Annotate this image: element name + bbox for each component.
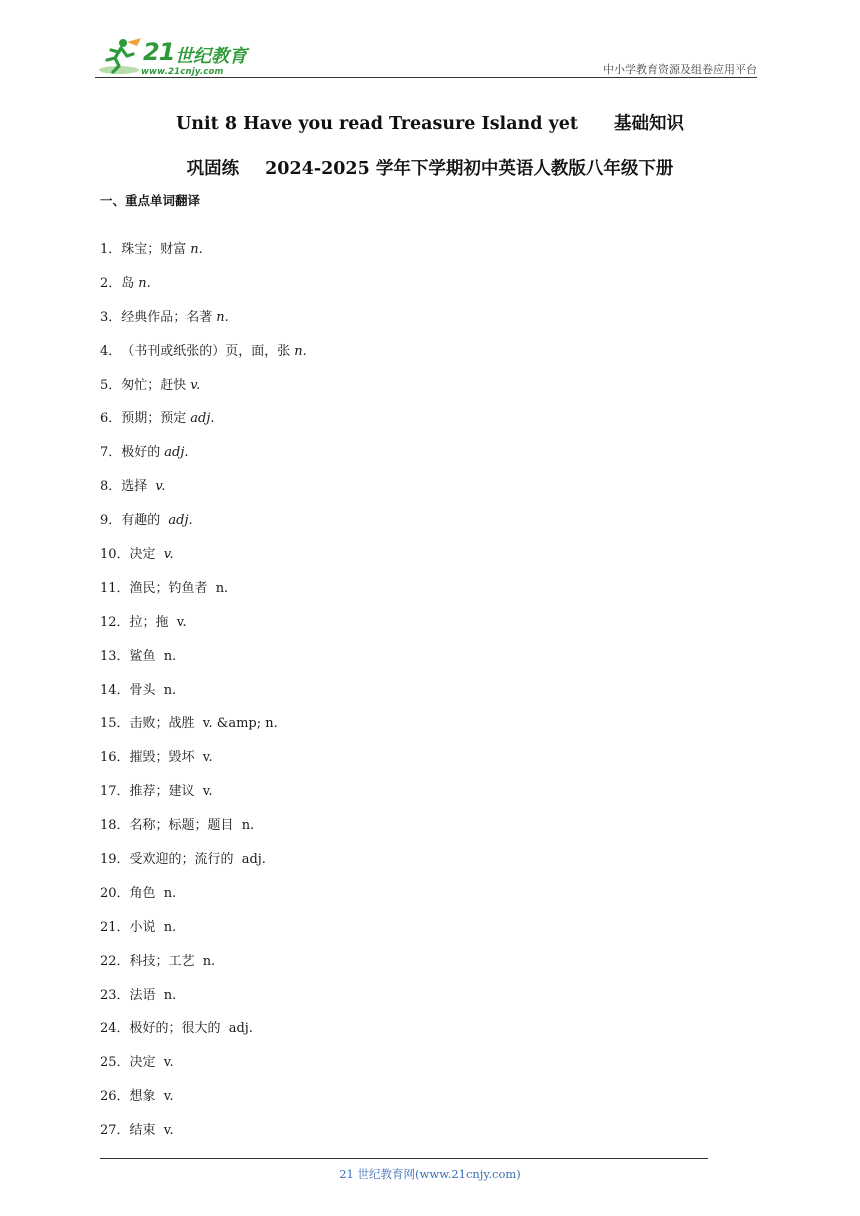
list-item (100, 677, 307, 711)
item-number: 19． (100, 852, 130, 868)
item-number: 3． (100, 309, 122, 325)
list-item (100, 1117, 307, 1151)
item-meaning: 选择 (121, 479, 152, 495)
item-meaning: 名称；标题；题目 (129, 818, 238, 834)
list-item (100, 710, 307, 744)
item-meaning: 摧毁；毁坏 (129, 750, 199, 766)
list-item (100, 1083, 307, 1117)
list-item (100, 778, 307, 812)
item-number: 5． (100, 377, 122, 393)
item-meaning: 有趣的 (121, 513, 165, 529)
item-number: 18． (100, 818, 130, 834)
item-part-of-speech: adj. (190, 411, 215, 427)
list-item (100, 609, 307, 643)
header-divider (95, 77, 757, 78)
list-item (100, 914, 307, 948)
item-number: 23． (100, 987, 130, 1003)
item-number: 21． (100, 919, 130, 935)
item-part-of-speech: n. (163, 885, 177, 901)
list-item (100, 880, 307, 914)
item-part-of-speech: v. (202, 784, 213, 800)
item-meaning: 经典作品；名著 (121, 309, 213, 325)
item-part-of-speech: v. (190, 377, 201, 393)
item-part-of-speech: n. (190, 242, 203, 257)
logo-text: 世纪教育 (175, 46, 247, 67)
item-number: 12． (100, 614, 130, 630)
item-number: 20． (100, 885, 130, 901)
footer-link[interactable]: 21 世纪教育网(www.21cnjy.com) (339, 1167, 521, 1181)
list-item (100, 473, 307, 507)
item-number: 14． (100, 682, 130, 698)
item-meaning: 珠宝；财富 (121, 242, 187, 257)
item-part-of-speech: adj. (168, 513, 193, 529)
item-part-of-speech: v. (163, 1055, 174, 1071)
item-number: 2． (100, 275, 122, 291)
item-part-of-speech: n. (294, 343, 307, 359)
title-unit: Unit 8 Have you read Treasure Island yet (176, 114, 578, 134)
list-item (100, 405, 307, 439)
item-part-of-speech: v. (163, 547, 174, 563)
item-part-of-speech: v. &amp; n. (202, 716, 278, 732)
item-part-of-speech: n. (163, 682, 177, 698)
item-part-of-speech: n. (241, 818, 255, 834)
item-part-of-speech: n. (216, 309, 229, 325)
item-meaning: 小说 (129, 919, 160, 935)
title-exercise: 巩固练 (186, 159, 240, 179)
list-item (100, 948, 307, 982)
item-number: 11． (100, 580, 130, 596)
item-number: 8． (100, 479, 122, 495)
runner-logo-icon (97, 36, 143, 76)
item-part-of-speech: v. (163, 1123, 174, 1139)
item-number: 17． (100, 784, 130, 800)
section-heading: 一、重点单词翻译 (100, 193, 201, 208)
list-item (100, 338, 307, 372)
item-number: 6． (100, 411, 122, 427)
document-title-line1 (0, 110, 860, 135)
item-part-of-speech: n. (163, 648, 177, 664)
item-number: 16． (100, 750, 130, 766)
item-meaning: （书刊或纸张的）页，面，张 (121, 343, 291, 359)
item-number: 13． (100, 648, 130, 664)
site-logo[interactable] (95, 36, 265, 76)
item-meaning: 结束 (129, 1123, 160, 1139)
item-number: 24． (100, 1021, 130, 1037)
item-meaning: 拉；拖 (129, 614, 173, 630)
item-number: 27． (100, 1123, 130, 1139)
item-meaning: 预期；预定 (121, 411, 187, 427)
item-part-of-speech: n. (163, 919, 177, 935)
item-meaning: 推荐；建议 (129, 784, 199, 800)
list-item (100, 846, 307, 880)
item-meaning: 岛 (121, 275, 135, 291)
item-meaning: 角色 (129, 885, 160, 901)
list-item (100, 982, 307, 1016)
list-item (100, 1049, 307, 1083)
item-part-of-speech: n. (215, 580, 229, 596)
title-term: 2024-2025 学年下学期初中英语人教版八年级下册 (265, 159, 674, 179)
item-number: 4． (100, 343, 122, 359)
list-item (100, 1015, 307, 1049)
item-part-of-speech: v. (155, 479, 166, 495)
item-meaning: 法语 (129, 987, 160, 1003)
item-number: 22． (100, 953, 130, 969)
item-meaning: 极好的；很大的 (129, 1021, 225, 1037)
footer-divider (100, 1158, 708, 1159)
list-item (100, 304, 307, 338)
item-meaning: 极好的 (121, 445, 161, 461)
list-item (100, 744, 307, 778)
item-meaning: 骨头 (129, 682, 160, 698)
item-part-of-speech: n. (202, 953, 216, 969)
item-part-of-speech: adj. (241, 852, 266, 868)
list-item (100, 541, 307, 575)
item-meaning: 渔民；钓鱼者 (129, 580, 212, 596)
list-item (100, 812, 307, 846)
item-part-of-speech: adj. (164, 445, 189, 461)
logo-url: www.21cnjy.com (141, 67, 224, 77)
item-meaning: 击败；战胜 (129, 716, 199, 732)
item-number: 25． (100, 1055, 130, 1071)
item-meaning: 决定 (129, 1055, 160, 1071)
logo-number: 21 (143, 38, 175, 66)
item-part-of-speech: n. (138, 275, 151, 291)
list-item (100, 372, 307, 406)
item-meaning: 决定 (129, 547, 160, 563)
item-number: 9． (100, 513, 122, 529)
item-meaning: 科技；工艺 (129, 953, 199, 969)
list-item (100, 575, 307, 609)
item-meaning: 鲨鱼 (129, 648, 160, 664)
item-number: 15． (100, 716, 130, 732)
item-number: 1． (100, 242, 122, 257)
item-part-of-speech: v. (163, 1089, 174, 1105)
page-header (95, 32, 757, 78)
item-number: 10． (100, 547, 130, 563)
word-list (100, 236, 307, 1151)
item-part-of-speech: v. (202, 750, 213, 766)
platform-tagline: 中小学教育资源及组卷应用平台 (603, 63, 757, 76)
list-item (100, 643, 307, 677)
item-meaning: 受欢迎的；流行的 (129, 852, 238, 868)
item-number: 7． (100, 445, 122, 461)
item-part-of-speech: v. (176, 614, 187, 630)
list-item (100, 236, 307, 270)
item-meaning: 匆忙；赶快 (121, 377, 187, 393)
item-number: 26． (100, 1089, 130, 1105)
list-item (100, 270, 307, 304)
list-item (100, 439, 307, 473)
item-meaning: 想象 (129, 1089, 160, 1105)
item-part-of-speech: adj. (228, 1021, 253, 1037)
item-part-of-speech: n. (163, 987, 177, 1003)
title-topic: 基础知识 (613, 114, 684, 134)
list-item (100, 507, 307, 541)
document-title-line2 (0, 155, 860, 180)
